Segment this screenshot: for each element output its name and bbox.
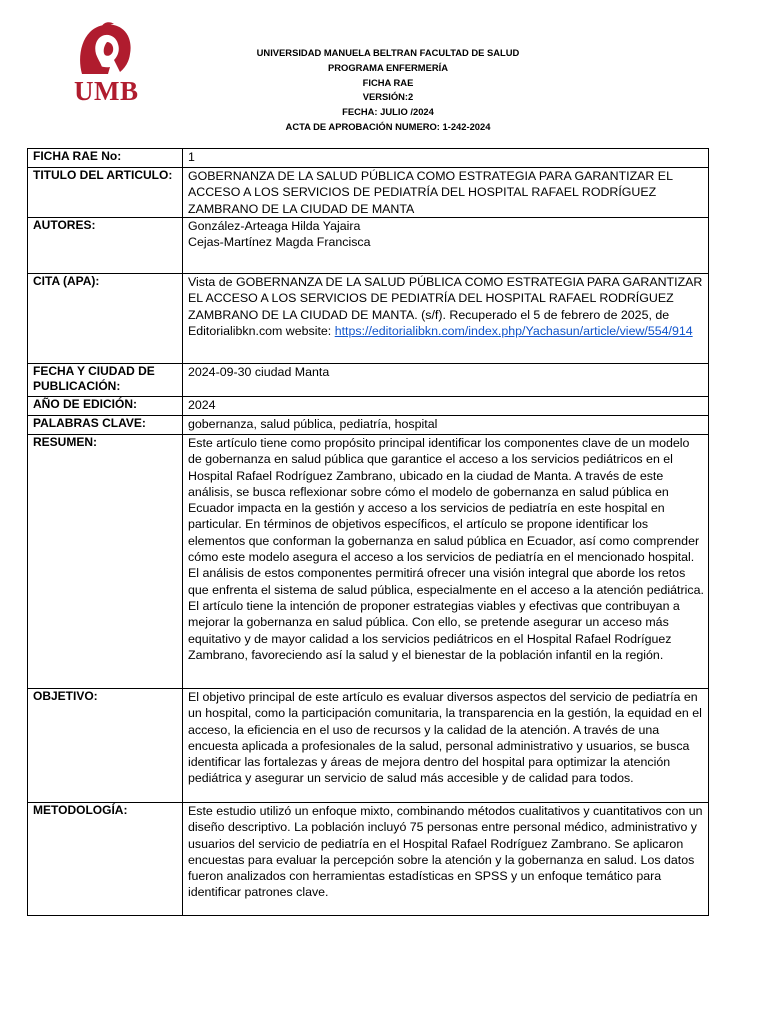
value-anio: 2024 <box>183 397 709 416</box>
row-anio <box>28 397 709 416</box>
label-cita: CITA (APA): <box>28 274 183 364</box>
row-resumen <box>28 435 709 689</box>
header-line: PROGRAMA ENFERMERÍA <box>328 61 448 73</box>
value-objetivo: El objetivo principal de este artículo es evaluar diversos aspectos del servicio de pediatría en un hospital, como la participación comunitaria, la transparencia en la gestión, la equidad en el acceso, la eficiencia en el uso de recursos y la calidad de la atención. A través de una encuesta aplicada a profesionales de la salud, personal administrativo y usuarios, se busca identificar las fortalezas y áreas de mejora dentro del hospital para optimizar la atención pediátrica y asegurar un servicio de salud más accesible y de calidad para todos. <box>183 689 709 803</box>
row-cita <box>28 274 709 364</box>
row-titulo <box>28 168 709 218</box>
logo-emblem-icon <box>74 20 136 76</box>
label-autores: AUTORES: <box>28 218 183 274</box>
row-metodologia <box>28 803 709 916</box>
citation-link[interactable]: https://editorialibkn.com/index.php/Yachasun/article/view/554/914 <box>334 323 693 338</box>
row-fecha <box>28 364 709 397</box>
document-header <box>180 46 596 135</box>
row-autores <box>28 218 709 274</box>
value-fecha: 2024-09-30 ciudad Manta <box>183 364 709 397</box>
logo-text: UMB <box>74 76 139 106</box>
value-titulo: GOBERNANZA DE LA SALUD PÚBLICA COMO ESTRATEGIA PARA GARANTIZAR EL ACCESO A LOS SERVICIOS DE PEDIATRÍA DEL HOSPITAL RAFAEL RODRÍGUEZ ZAMBRANO DE LA CIUDAD DE MANTA <box>183 168 709 218</box>
author-name: Cejas-Martínez Magda Francisca <box>188 235 371 250</box>
label-titulo: TITULO DEL ARTICULO: <box>28 168 183 218</box>
label-objetivo: OBJETIVO: <box>28 689 183 803</box>
value-autores <box>183 218 709 274</box>
row-objetivo <box>28 689 709 803</box>
header-line: FICHA RAE <box>362 76 414 88</box>
summary-paragraph: El análisis de estos componentes permitirá ofrecer una visión integral que aborde los retos que enfrenta el sistema de salud pública, especialmente en el acceso a la atención pediátrica. El artículo tiene la intención de proponer estrategias viables y efectivas que contribuyan a mejorar la gobernanza en salud pública. Con ello, se pretende asegurar un acceso más equitativo y de mayor calidad a los servicios pediátricos en el Hospital Rafael Rodríguez Zambrano, favoreciendo así la salud y el bienestar de la población infantil en la región. <box>188 566 704 662</box>
summary-paragraph: Este artículo tiene como propósito principal identificar los componentes clave de un modelo de gobernanza en salud pública que garantice el acceso a los servicios pediátricos en el Hospital Rafael Rodríguez Zambrano, ubicado en la ciudad de Manta. A través de este análisis, se busca reflexionar sobre cómo el modelo de gobernanza en salud pública en Ecuador impacta en la gestión y acceso a los servicios de pediatría en este hospital en particular. En términos de objetivos específicos, el artículo se propone identificar los elementos que conforman la gobernanza en salud pública en Ecuador, así como comprender cómo este modelo asegura el acceso a los servicios de pediatría en el mencionado hospital. <box>188 436 700 565</box>
label-resumen: RESUMEN: <box>28 435 183 689</box>
row-palabras <box>28 416 709 435</box>
header-line: UNIVERSIDAD MANUELA BELTRAN FACULTAD DE SALUD <box>256 47 520 58</box>
rae-table <box>27 148 709 916</box>
label-ficha: FICHA RAE No: <box>28 149 183 168</box>
author-name: González-Arteaga Hilda Yajaira <box>188 219 361 233</box>
value-palabras: gobernanza, salud pública, pediatría, hospital <box>183 416 709 435</box>
label-palabras: PALABRAS CLAVE: <box>28 416 183 435</box>
header-line: ACTA DE APROBACIÓN NUMERO: 1-242-2024 <box>285 120 491 132</box>
value-cita <box>183 274 709 364</box>
label-fecha: FECHA Y CIUDAD DE PUBLICACIÓN: <box>28 364 183 397</box>
label-metodologia: METODOLOGÍA: <box>28 803 183 916</box>
value-ficha: 1 <box>183 149 709 168</box>
header-line: VERSIÓN:2 <box>362 91 414 103</box>
value-resumen <box>183 435 709 689</box>
header-line: FECHA: JULIO /2024 <box>342 106 434 118</box>
citation-text: Vista de GOBERNANZA DE LA SALUD PÚBLICA COMO ESTRATEGIA PARA GARANTIZAR EL ACCESO A LOS SERVICIOS DE PEDIATRÍA DEL HOSPITAL RAFAEL RODRÍGUEZ ZAMBRANO DE LA CIUDAD DE MANTA. (s/f). Recuperado el 5 de febrero de 2025, de Editorialibkn.com website: <box>188 275 703 338</box>
umb-logo <box>74 20 139 106</box>
row-ficha <box>28 149 709 168</box>
label-anio: AÑO DE EDICIÓN: <box>28 397 183 416</box>
value-metodologia: Este estudio utilizó un enfoque mixto, combinando métodos cualitativos y cuantitativos con un diseño descriptivo. La población incluyó 75 personas entre personal médico, administrativo y usuarios del servicio de pediatría en el Hospital Rafael Rodríguez Zambrano. Se aplicaron encuestas para evaluar la percepción sobre la atención y la gobernanza en salud. Los datos fueron analizados con herramientas estadísticas en SPSS y un enfoque temático para identificar patrones clave. <box>183 803 709 916</box>
